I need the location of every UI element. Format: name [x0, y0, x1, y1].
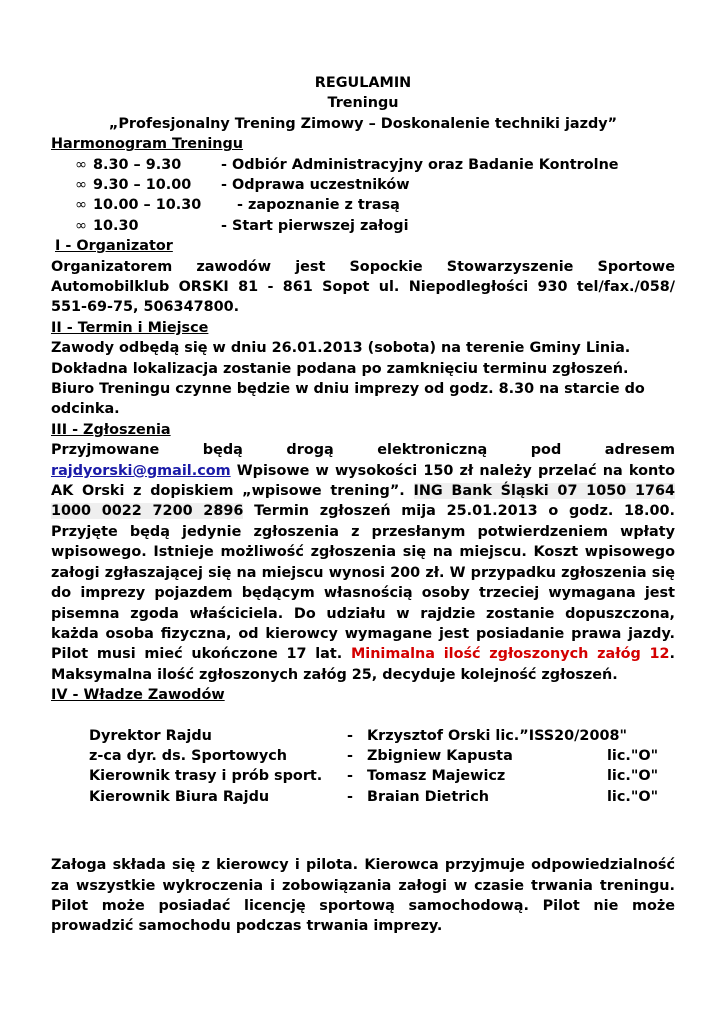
- entries-text: [51, 440, 675, 460]
- official-name: Krzysztof Orski lic.”ISS20/2008": [367, 727, 627, 744]
- schedule-row: [51, 216, 675, 236]
- official-row: [89, 746, 675, 766]
- entries-rules-text: Termin zgłoszeń mija 25.01.2013 o godz. 18.00. Przyjęte będą jedynie zgłoszenia z przesłanym potwierdzeniem wpłaty wpisowego. Istnieje możliwość zgłoszenia się na miejscu. Koszt wpisowego załogi zgłaszającej się na miejscu wynosi 200 zł. W przypadku zgłoszenia się do imprezy pojazdem będącym własnością osoby trzeciej wymagana jest pisemna zgoda właściciela. Do udziału w rajdzie zostanie dopuszczona, każda osoba fizyczna, od kierowcy wymagane jest posiadanie prawa jazdy. Pilot musi mieć ukończone 17 lat.: [51, 503, 675, 663]
- schedule-time: 9.30 – 10.00: [93, 177, 192, 194]
- official-role: Kierownik Biura Rajdu: [89, 788, 270, 805]
- office-text: Biuro Treningu czynne będzie w dniu imprezy od godz. 8.30 na starcie do odcinka.: [51, 381, 645, 418]
- official-role: Kierownik trasy i prób sport.: [89, 768, 323, 785]
- infinity-icon: ∞: [75, 156, 87, 173]
- official-dash: -: [347, 747, 353, 764]
- schedule-desc: - zapoznanie z trasą: [237, 197, 400, 214]
- schedule-time: 10.00 – 10.30: [93, 197, 202, 214]
- max-crews-text: . Maksymalna ilość zgłoszonych załóg 25, decyduje kolejność zgłoszeń.: [51, 646, 675, 683]
- official-name: Braian Dietrich: [367, 788, 489, 805]
- official-row: [89, 787, 675, 807]
- bank-account: ING Bank Śląski 07 1050 1764 1000 0022 7200 2896: [51, 483, 675, 520]
- official-row: [89, 726, 675, 746]
- entries-intro: Przyjmowane będą drogą elektroniczną pod adresem: [51, 442, 675, 459]
- official-row: [89, 766, 675, 786]
- official-role: Dyrektor Rajdu: [89, 727, 212, 744]
- schedule-desc: - Odbiór Administracyjny oraz Badanie Kontrolne: [221, 156, 619, 173]
- min-crews-note: Minimalna ilość zgłoszonych załóg 12: [350, 646, 670, 663]
- crew-text: Załoga składa się z kierowcy i pilota. Kierowca przyjmuje odpowiedzialność za wszystkie wykroczenia i zobowiązania załogi w czasie trwania treningu. Pilot może posiadać licencję sportową samochodową. Pilot nie może prowadzić samochodu podczas trwania imprezy.: [51, 857, 675, 935]
- section-heading-entries: III - Zgłoszenia: [51, 421, 171, 438]
- schedule-desc: - Odprawa uczestników: [221, 177, 410, 194]
- section-heading-date: II - Termin i Miejsce: [51, 319, 209, 336]
- schedule-time: 8.30 – 9.30: [93, 156, 182, 173]
- entries-body: [51, 461, 675, 685]
- section-heading-organizer: I - Organizator: [55, 238, 173, 255]
- official-license: lic."O": [607, 768, 659, 785]
- location-text: Dokładna lokalizacja zostanie podana po zamknięciu terminu zgłoszeń.: [51, 360, 629, 377]
- official-dash: -: [347, 788, 353, 805]
- officials-table: [89, 726, 675, 808]
- infinity-icon: ∞: [75, 217, 87, 234]
- schedule-heading: Harmonogram Treningu: [51, 136, 244, 153]
- official-license: lic."O": [607, 747, 659, 764]
- infinity-icon: ∞: [75, 197, 87, 214]
- schedule-time: 10.30: [93, 217, 139, 234]
- schedule-desc: - Start pierwszej załogi: [221, 217, 409, 234]
- schedule-row: [51, 195, 675, 215]
- schedule-row: [51, 155, 675, 175]
- entries-fee-text: Wpisowe w wysokości 150 zł należy przelać na konto AK Orski z dopiskiem „wpisowe trening”.: [51, 462, 675, 500]
- infinity-icon: ∞: [75, 177, 87, 194]
- doc-title: REGULAMIN: [314, 75, 412, 91]
- organizer-text: Organizatorem zawodów jest Sopockie Stowarzyszenie Sportowe Automobilklub ORSKI 81 - 861 Sopot ul. Niepodległości 930 tel/fax./058/ 551-69-75, 506347800.: [51, 258, 675, 316]
- section-heading-officials: IV - Władze Zawodów: [51, 687, 225, 704]
- official-name: Tomasz Majewicz: [367, 768, 506, 785]
- official-license: lic."O": [607, 788, 659, 805]
- official-name: Zbigniew Kapusta: [367, 747, 513, 764]
- date-text: Zawody odbędą się w dniu 26.01.2013 (sobota) na terenie Gminy Linia.: [51, 340, 631, 357]
- official-dash: -: [347, 768, 353, 785]
- official-role: z-ca dyr. ds. Sportowych: [89, 747, 288, 764]
- official-dash: -: [347, 727, 353, 744]
- email-link[interactable]: rajdyorski@gmail.com: [51, 462, 231, 479]
- doc-subtitle: Treningu: [327, 95, 399, 112]
- doc-event-name: „Profesjonalny Trening Zimowy – Doskonalenie techniki jazdy”: [108, 115, 618, 132]
- document-content: [51, 73, 675, 937]
- schedule-row: [51, 175, 675, 195]
